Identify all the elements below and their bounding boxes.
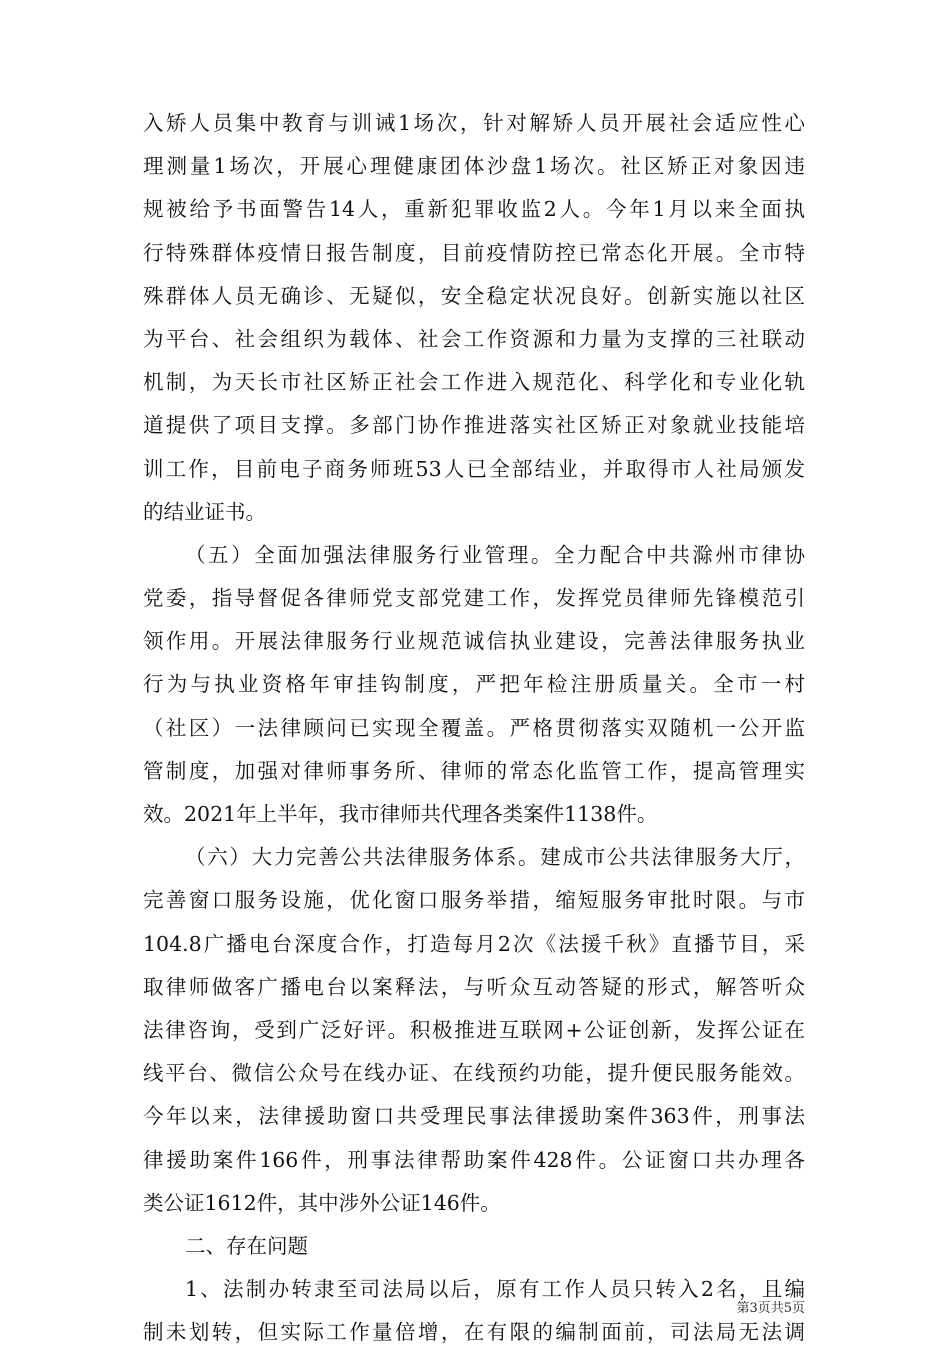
text-line: （六）大力完善公共法律服务体系。建成市公共法律服务大厅，	[185, 845, 805, 870]
text-line: 理测量1场次，开展心理健康团体沙盘1场次。社区矫正对象因违	[143, 154, 805, 179]
text-line: 今年以来，法律援助窗口共受理民事法律援助案件363件，刑事法	[143, 1104, 805, 1129]
text-line: 法律咨询，受到广泛好评。积极推进互联网+公证创新，发挥公证在	[143, 1017, 805, 1042]
document-body	[143, 102, 805, 1354]
text-line: 律援助案件166件，刑事法律帮助案件428件。公证窗口共办理各	[143, 1147, 805, 1172]
text-line: 二、存在问题	[185, 1233, 308, 1258]
text-line: 线平台、微信公众号在线办证、在线预约功能，提升便民服务能效。	[143, 1061, 805, 1086]
text-line: 机制，为天长市社区矫正社会工作进入规范化、科学化和专业化轨	[143, 370, 805, 395]
text-line: 训工作，目前电子商务师班53人已全部结业，并取得市人社局颁发	[143, 456, 805, 481]
text-line: 制未划转，但实际工作量倍增，在有限的编制面前，司法局无法调	[143, 1320, 805, 1345]
text-line: 道提供了项目支撑。多部门协作推进落实社区矫正对象就业技能培	[143, 413, 805, 438]
text-line: 类公证1612件，其中涉外公证146件。	[143, 1190, 501, 1215]
text-line: 1、法制办转隶至司法局以后，原有工作人员只转入2名，且编	[185, 1277, 805, 1302]
text-line: 完善窗口服务设施，优化窗口服务举措，缩短服务审批时限。与市	[143, 888, 805, 913]
text-line: 殊群体人员无确诊、无疑似，安全稳定状况良好。创新实施以社区	[143, 283, 805, 308]
text-line: 为平台、社会组织为载体、社会工作资源和力量为支撑的三社联动	[143, 326, 805, 351]
text-line: 管制度，加强对律师事务所、律师的常态化监管工作，提高管理实	[143, 758, 805, 783]
text-line: 效。2021年上半年，我市律师共代理各类案件1138件。	[143, 802, 658, 826]
text-line: 规被给予书面警告14人，重新犯罪收监2人。今年1月以来全面执	[143, 197, 805, 222]
text-line: 取律师做客广播电台以案释法，与听众互动答疑的形式，解答听众	[143, 974, 805, 999]
text-line: 领作用。开展法律服务行业规范诚信执业建设，完善法律服务执业	[143, 629, 805, 654]
text-line: 行特殊群体疫情日报告制度，目前疫情防控已常态化开展。全市特	[143, 240, 805, 265]
text-line: （五）全面加强法律服务行业管理。全力配合中共滁州市律协	[185, 542, 805, 567]
page-number: 第3页共5页	[736, 1301, 805, 1316]
text-line: 的结业证书。	[143, 499, 266, 524]
text-line: 行为与执业资格年审挂钩制度，严把年检注册质量关。全市一村	[143, 672, 805, 697]
text-line: 入矫人员集中教育与训诫1场次，针对解矫人员开展社会适应性心	[143, 111, 805, 135]
text-line: 104.8广播电台深度合作，打造每月2次《法援千秋》直播节目，采	[143, 931, 805, 956]
text-line: 党委，指导督促各律师党支部党建工作，发挥党员律师先锋模范引	[143, 586, 805, 611]
text-line: （社区）一法律顾问已实现全覆盖。严格贯彻落实双随机一公开监	[143, 715, 805, 740]
